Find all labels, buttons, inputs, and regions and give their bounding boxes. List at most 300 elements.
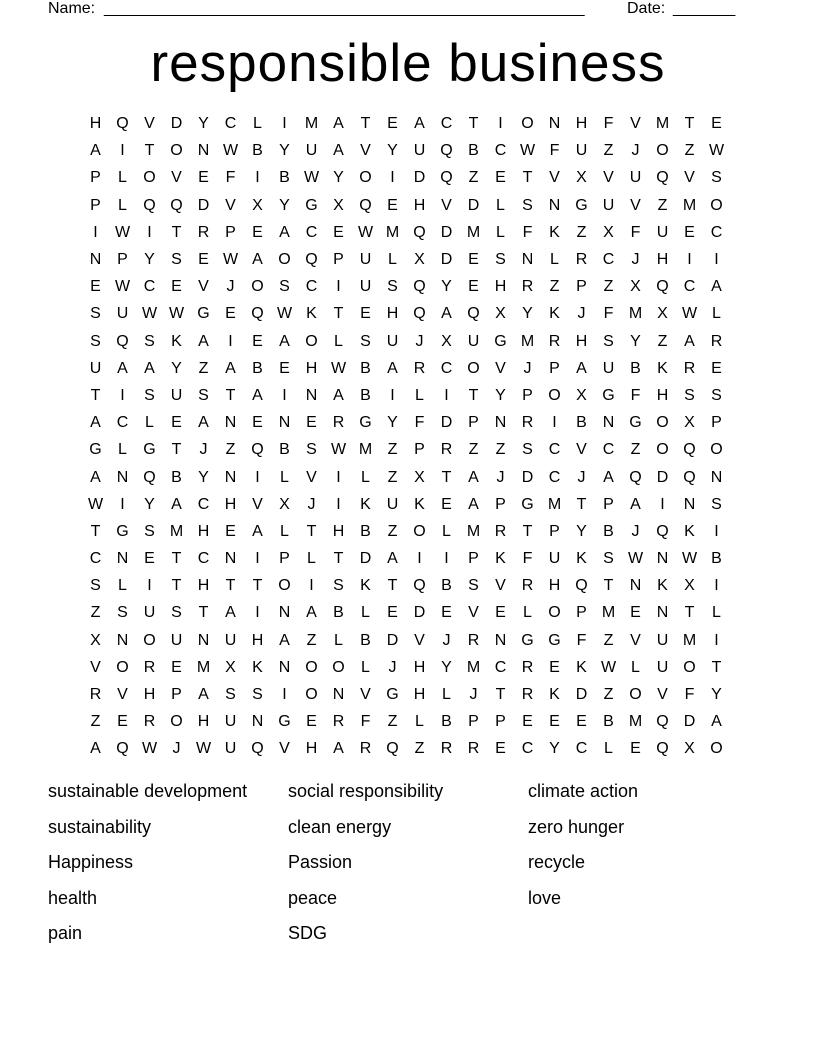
grid-letter[interactable]: K (171, 332, 182, 350)
grid-letter[interactable]: N (548, 115, 561, 133)
grid-letter[interactable]: N (116, 468, 129, 486)
grid-letter[interactable]: A (333, 115, 344, 133)
grid-letter[interactable]: S (144, 386, 155, 404)
grid-letter[interactable]: Q (440, 169, 453, 187)
grid-letter[interactable]: E (495, 740, 506, 758)
grid-letter[interactable]: T (576, 495, 587, 513)
grid-letter[interactable]: S (144, 522, 155, 540)
grid-letter[interactable]: L (334, 332, 343, 350)
grid-letter[interactable]: E (279, 359, 290, 377)
grid-letter[interactable]: A (252, 522, 263, 540)
grid-letter[interactable]: G (602, 386, 615, 404)
grid-letter[interactable]: E (549, 658, 560, 676)
grid-letter[interactable]: E (495, 169, 506, 187)
grid-letter[interactable]: J (523, 359, 532, 377)
grid-letter[interactable]: N (89, 251, 102, 269)
grid-letter[interactable]: K (576, 658, 587, 676)
grid-letter[interactable]: W (87, 495, 104, 513)
grid-letter[interactable]: Q (413, 577, 426, 595)
grid-letter[interactable]: C (548, 441, 561, 459)
grid-letter[interactable]: B (441, 577, 452, 595)
grid-letter[interactable]: E (576, 713, 587, 731)
grid-letter[interactable]: O (710, 196, 723, 214)
grid-letter[interactable]: D (683, 713, 696, 731)
grid-letter[interactable]: N (656, 550, 669, 568)
grid-letter[interactable]: U (413, 142, 426, 160)
grid-letter[interactable]: Z (603, 686, 614, 704)
grid-letter[interactable]: V (549, 169, 560, 187)
grid-letter[interactable]: M (547, 495, 562, 513)
grid-letter[interactable]: A (252, 251, 263, 269)
grid-letter[interactable]: D (413, 604, 426, 622)
grid-letter[interactable]: F (225, 169, 236, 187)
grid-letter[interactable]: G (89, 441, 102, 459)
grid-letter[interactable]: Q (683, 468, 696, 486)
grid-letter[interactable]: V (630, 115, 641, 133)
grid-letter[interactable]: U (629, 169, 642, 187)
grid-letter[interactable]: L (118, 196, 127, 214)
grid-letter[interactable]: E (144, 550, 155, 568)
grid-letter[interactable]: Y (495, 386, 506, 404)
grid-letter[interactable]: R (197, 223, 210, 241)
grid-letter[interactable]: N (305, 386, 318, 404)
grid-letter[interactable]: N (278, 414, 291, 432)
grid-letter[interactable]: P (171, 686, 182, 704)
grid-letter[interactable]: R (359, 740, 372, 758)
grid-letter[interactable]: Z (603, 278, 614, 296)
grid-letter[interactable]: I (93, 223, 98, 241)
grid-letter[interactable]: Y (279, 196, 290, 214)
grid-letter[interactable]: K (657, 359, 668, 377)
grid-letter[interactable]: A (333, 740, 344, 758)
grid-letter[interactable]: Q (413, 278, 426, 296)
grid-letter[interactable]: G (143, 441, 156, 459)
grid-letter[interactable]: G (629, 414, 642, 432)
grid-letter[interactable]: Q (440, 142, 453, 160)
grid-letter[interactable]: O (521, 115, 534, 133)
grid-letter[interactable]: S (198, 386, 209, 404)
grid-letter[interactable]: U (548, 550, 561, 568)
grid-letter[interactable]: T (171, 223, 182, 241)
grid-letter[interactable]: Z (90, 604, 101, 622)
grid-letter[interactable]: I (444, 550, 449, 568)
grid-letter[interactable]: W (519, 142, 536, 160)
grid-letter[interactable]: I (444, 386, 449, 404)
grid-letter[interactable]: V (684, 169, 695, 187)
grid-letter[interactable]: P (468, 713, 479, 731)
grid-letter[interactable]: P (279, 550, 290, 568)
grid-letter[interactable]: W (303, 169, 320, 187)
grid-letter[interactable]: W (168, 305, 185, 323)
grid-letter[interactable]: G (521, 631, 534, 649)
grid-letter[interactable]: H (305, 740, 318, 758)
grid-letter[interactable]: I (714, 522, 719, 540)
grid-letter[interactable]: C (683, 278, 696, 296)
grid-letter[interactable]: N (251, 713, 264, 731)
grid-letter[interactable]: N (683, 495, 696, 513)
grid-letter[interactable]: C (143, 278, 156, 296)
grid-letter[interactable]: T (90, 386, 101, 404)
grid-letter[interactable]: O (143, 631, 156, 649)
grid-letter[interactable]: H (575, 115, 588, 133)
grid-letter[interactable]: V (414, 631, 425, 649)
grid-letter[interactable]: F (630, 386, 641, 404)
grid-letter[interactable]: N (278, 604, 291, 622)
grid-letter[interactable]: O (413, 522, 426, 540)
grid-letter[interactable]: Y (711, 686, 722, 704)
grid-letter[interactable]: C (89, 550, 102, 568)
grid-letter[interactable]: T (252, 577, 263, 595)
grid-letter[interactable]: N (197, 631, 210, 649)
grid-letter[interactable]: L (280, 468, 289, 486)
grid-letter[interactable]: H (197, 577, 210, 595)
grid-letter[interactable]: O (710, 441, 723, 459)
grid-letter[interactable]: G (278, 713, 291, 731)
grid-letter[interactable]: A (279, 332, 290, 350)
grid-letter[interactable]: S (387, 278, 398, 296)
grid-letter[interactable]: Z (657, 196, 668, 214)
grid-letter[interactable]: L (712, 604, 721, 622)
grid-letter[interactable]: I (714, 251, 719, 269)
grid-letter[interactable]: I (282, 386, 287, 404)
grid-letter[interactable]: J (577, 305, 586, 323)
grid-letter[interactable]: V (90, 658, 101, 676)
grid-letter[interactable]: N (494, 631, 507, 649)
grid-letter[interactable]: M (304, 115, 319, 133)
grid-letter[interactable]: O (656, 142, 669, 160)
grid-letter[interactable]: H (305, 359, 318, 377)
grid-letter[interactable]: Y (387, 142, 398, 160)
grid-letter[interactable]: M (682, 196, 697, 214)
grid-letter[interactable]: Z (603, 142, 614, 160)
grid-letter[interactable]: B (468, 142, 479, 160)
grid-letter[interactable]: P (576, 604, 587, 622)
grid-letter[interactable]: Z (90, 713, 101, 731)
grid-letter[interactable]: U (467, 332, 480, 350)
grid-letter[interactable]: F (603, 305, 614, 323)
grid-letter[interactable]: X (414, 468, 425, 486)
grid-letter[interactable]: N (278, 658, 291, 676)
grid-letter[interactable]: A (603, 468, 614, 486)
grid-letter[interactable]: E (225, 522, 236, 540)
grid-letter[interactable]: K (684, 522, 695, 540)
grid-letter[interactable]: L (307, 550, 316, 568)
grid-letter[interactable]: D (521, 468, 534, 486)
grid-letter[interactable]: T (360, 115, 371, 133)
grid-letter[interactable]: A (198, 414, 209, 432)
grid-letter[interactable]: A (90, 142, 101, 160)
grid-letter[interactable]: F (576, 631, 587, 649)
grid-letter[interactable]: R (89, 686, 102, 704)
grid-letter[interactable]: E (306, 713, 317, 731)
grid-letter[interactable]: L (361, 468, 370, 486)
grid-letter[interactable]: Y (171, 359, 182, 377)
grid-letter[interactable]: O (170, 713, 183, 731)
grid-letter[interactable]: Z (414, 740, 425, 758)
grid-letter[interactable]: A (198, 686, 209, 704)
grid-letter[interactable]: I (714, 577, 719, 595)
grid-letter[interactable]: A (387, 359, 398, 377)
grid-letter[interactable]: T (306, 522, 317, 540)
grid-letter[interactable]: K (549, 305, 560, 323)
grid-letter[interactable]: S (279, 278, 290, 296)
grid-letter[interactable]: Z (630, 441, 641, 459)
grid-letter[interactable]: W (222, 142, 239, 160)
grid-letter[interactable]: A (90, 414, 101, 432)
grid-letter[interactable]: R (143, 713, 156, 731)
grid-letter[interactable]: I (120, 495, 125, 513)
grid-letter[interactable]: Q (656, 278, 669, 296)
grid-letter[interactable]: P (549, 522, 560, 540)
grid-letter[interactable]: X (630, 278, 641, 296)
grid-letter[interactable]: I (147, 223, 152, 241)
grid-letter[interactable]: B (360, 386, 371, 404)
grid-letter[interactable]: A (387, 550, 398, 568)
grid-letter[interactable]: X (279, 495, 290, 513)
grid-letter[interactable]: Q (251, 740, 264, 758)
grid-letter[interactable]: F (603, 115, 614, 133)
grid-letter[interactable]: U (143, 604, 156, 622)
grid-letter[interactable]: J (496, 468, 505, 486)
grid-letter[interactable]: J (577, 468, 586, 486)
grid-letter[interactable]: Q (116, 115, 129, 133)
grid-letter[interactable]: X (684, 740, 695, 758)
grid-letter[interactable]: R (332, 713, 345, 731)
grid-letter[interactable]: L (415, 713, 424, 731)
grid-letter[interactable]: X (684, 414, 695, 432)
grid-letter[interactable]: A (279, 223, 290, 241)
grid-letter[interactable]: Z (387, 468, 398, 486)
grid-letter[interactable]: O (656, 414, 669, 432)
grid-letter[interactable]: D (386, 631, 399, 649)
grid-letter[interactable]: R (575, 251, 588, 269)
grid-letter[interactable]: C (116, 414, 129, 432)
grid-letter[interactable]: Q (656, 740, 669, 758)
grid-letter[interactable]: H (548, 577, 561, 595)
grid-letter[interactable]: W (114, 223, 131, 241)
grid-letter[interactable]: L (361, 658, 370, 676)
grid-letter[interactable]: U (656, 223, 669, 241)
grid-letter[interactable]: U (656, 631, 669, 649)
grid-letter[interactable]: L (631, 658, 640, 676)
grid-letter[interactable]: Z (198, 359, 209, 377)
grid-letter[interactable]: L (145, 414, 154, 432)
grid-letter[interactable]: J (307, 495, 316, 513)
grid-letter[interactable]: S (468, 577, 479, 595)
grid-letter[interactable]: M (628, 305, 643, 323)
grid-letter[interactable]: G (116, 522, 129, 540)
grid-letter[interactable]: U (89, 359, 102, 377)
grid-letter[interactable]: S (603, 550, 614, 568)
grid-letter[interactable]: W (222, 251, 239, 269)
grid-letter[interactable]: C (521, 740, 534, 758)
grid-letter[interactable]: D (467, 196, 480, 214)
grid-letter[interactable]: S (333, 577, 344, 595)
grid-letter[interactable]: Y (198, 468, 209, 486)
grid-letter[interactable]: R (548, 332, 561, 350)
grid-letter[interactable]: C (440, 359, 453, 377)
grid-letter[interactable]: F (360, 713, 371, 731)
grid-letter[interactable]: T (684, 115, 695, 133)
grid-letter[interactable]: G (305, 196, 318, 214)
grid-letter[interactable]: P (711, 414, 722, 432)
grid-letter[interactable]: M (655, 115, 670, 133)
grid-letter[interactable]: S (90, 332, 101, 350)
grid-letter[interactable]: N (224, 550, 237, 568)
grid-letter[interactable]: E (684, 223, 695, 241)
grid-letter[interactable]: I (120, 142, 125, 160)
grid-letter[interactable]: B (441, 713, 452, 731)
grid-letter[interactable]: F (684, 686, 695, 704)
grid-letter[interactable]: Y (279, 142, 290, 160)
grid-letter[interactable]: V (360, 142, 371, 160)
grid-letter[interactable]: S (171, 604, 182, 622)
grid-letter[interactable]: Q (251, 441, 264, 459)
grid-letter[interactable]: Y (144, 251, 155, 269)
grid-letter[interactable]: H (656, 251, 669, 269)
grid-letter[interactable]: B (171, 468, 182, 486)
grid-letter[interactable]: O (629, 686, 642, 704)
grid-letter[interactable]: S (171, 251, 182, 269)
grid-letter[interactable]: D (440, 414, 453, 432)
grid-letter[interactable]: Q (575, 577, 588, 595)
grid-letter[interactable]: M (682, 631, 697, 649)
grid-letter[interactable]: Y (333, 169, 344, 187)
grid-letter[interactable]: U (170, 631, 183, 649)
grid-letter[interactable]: S (684, 386, 695, 404)
grid-letter[interactable]: C (197, 550, 210, 568)
grid-letter[interactable]: E (252, 414, 263, 432)
grid-letter[interactable]: E (468, 278, 479, 296)
grid-letter[interactable]: M (601, 604, 616, 622)
grid-letter[interactable]: M (466, 223, 481, 241)
grid-letter[interactable]: I (120, 386, 125, 404)
grid-letter[interactable]: A (576, 359, 587, 377)
grid-letter[interactable]: Q (413, 223, 426, 241)
grid-letter[interactable]: I (687, 251, 692, 269)
grid-letter[interactable]: P (117, 251, 128, 269)
grid-letter[interactable]: R (413, 359, 426, 377)
grid-letter[interactable]: H (332, 522, 345, 540)
grid-letter[interactable]: V (495, 359, 506, 377)
grid-letter[interactable]: A (441, 305, 452, 323)
grid-letter[interactable]: Q (386, 740, 399, 758)
grid-letter[interactable]: E (333, 223, 344, 241)
grid-letter[interactable]: R (440, 740, 453, 758)
grid-letter[interactable]: W (330, 441, 347, 459)
grid-letter[interactable]: B (360, 522, 371, 540)
grid-letter[interactable]: S (495, 251, 506, 269)
grid-letter[interactable]: Q (251, 305, 264, 323)
grid-letter[interactable]: Q (143, 196, 156, 214)
grid-letter[interactable]: C (602, 441, 615, 459)
grid-letter[interactable]: T (522, 522, 533, 540)
grid-letter[interactable]: C (305, 278, 318, 296)
grid-letter[interactable]: Y (630, 332, 641, 350)
grid-letter[interactable]: R (521, 658, 534, 676)
grid-letter[interactable]: P (576, 278, 587, 296)
grid-letter[interactable]: C (494, 658, 507, 676)
grid-letter[interactable]: Q (413, 305, 426, 323)
grid-letter[interactable]: V (171, 169, 182, 187)
grid-letter[interactable]: V (495, 577, 506, 595)
grid-letter[interactable]: H (251, 631, 264, 649)
grid-letter[interactable]: V (468, 604, 479, 622)
grid-letter[interactable]: A (711, 278, 722, 296)
grid-letter[interactable]: L (118, 577, 127, 595)
grid-letter[interactable]: U (116, 305, 129, 323)
grid-letter[interactable]: E (171, 278, 182, 296)
grid-letter[interactable]: C (224, 115, 237, 133)
grid-letter[interactable]: I (255, 604, 260, 622)
grid-letter[interactable]: G (359, 414, 372, 432)
grid-letter[interactable]: E (441, 495, 452, 513)
grid-letter[interactable]: V (117, 686, 128, 704)
grid-letter[interactable]: X (252, 196, 263, 214)
grid-letter[interactable]: B (252, 142, 263, 160)
grid-letter[interactable]: Q (170, 196, 183, 214)
grid-letter[interactable]: X (603, 223, 614, 241)
grid-letter[interactable]: U (359, 278, 372, 296)
grid-letter[interactable]: D (197, 196, 210, 214)
grid-letter[interactable]: I (147, 577, 152, 595)
grid-letter[interactable]: E (468, 251, 479, 269)
grid-letter[interactable]: B (630, 359, 641, 377)
grid-letter[interactable]: W (708, 142, 725, 160)
grid-letter[interactable]: U (386, 332, 399, 350)
grid-letter[interactable]: D (440, 251, 453, 269)
grid-letter[interactable]: W (681, 550, 698, 568)
grid-letter[interactable]: Y (144, 495, 155, 513)
grid-letter[interactable]: O (656, 441, 669, 459)
grid-letter[interactable]: I (309, 577, 314, 595)
grid-letter[interactable]: O (548, 386, 561, 404)
grid-letter[interactable]: A (225, 359, 236, 377)
grid-letter[interactable]: L (604, 740, 613, 758)
grid-letter[interactable]: A (684, 332, 695, 350)
grid-letter[interactable]: X (225, 658, 236, 676)
grid-letter[interactable]: H (143, 686, 156, 704)
grid-letter[interactable]: M (358, 441, 373, 459)
grid-letter[interactable]: Z (387, 441, 398, 459)
grid-letter[interactable]: O (683, 658, 696, 676)
grid-letter[interactable]: I (336, 495, 341, 513)
grid-letter[interactable]: G (494, 332, 507, 350)
grid-letter[interactable]: Q (143, 468, 156, 486)
grid-letter[interactable]: B (279, 441, 290, 459)
grid-letter[interactable]: O (278, 251, 291, 269)
grid-letter[interactable]: N (656, 604, 669, 622)
grid-letter[interactable]: J (442, 631, 451, 649)
grid-letter[interactable]: D (413, 169, 426, 187)
grid-letter[interactable]: X (414, 251, 425, 269)
grid-letter[interactable]: L (280, 522, 289, 540)
grid-letter[interactable]: U (386, 495, 399, 513)
grid-letter[interactable]: T (441, 468, 452, 486)
grid-letter[interactable]: E (225, 305, 236, 323)
grid-letter[interactable]: E (198, 251, 209, 269)
grid-letter[interactable]: D (440, 223, 453, 241)
grid-letter[interactable]: F (630, 223, 641, 241)
grid-letter[interactable]: U (305, 142, 318, 160)
grid-letter[interactable]: A (117, 359, 128, 377)
grid-letter[interactable]: A (90, 468, 101, 486)
grid-letter[interactable]: M (466, 658, 481, 676)
grid-letter[interactable]: I (336, 278, 341, 296)
grid-letter[interactable]: K (414, 495, 425, 513)
grid-letter[interactable]: C (710, 223, 723, 241)
grid-letter[interactable]: U (170, 386, 183, 404)
